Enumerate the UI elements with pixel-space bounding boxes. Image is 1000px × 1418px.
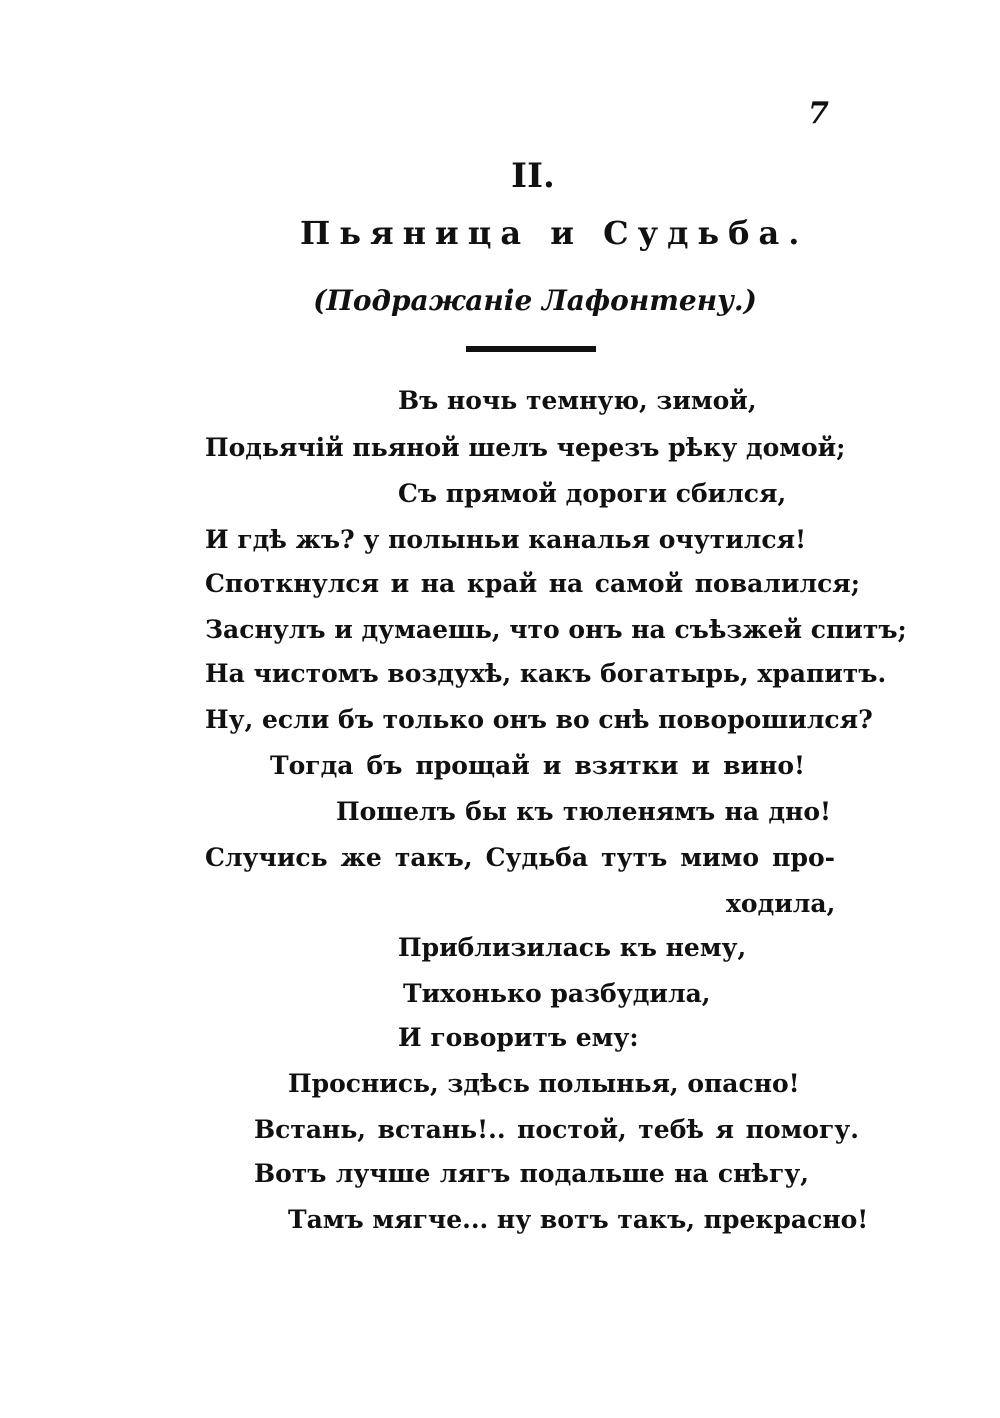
poem-line: И говоритъ ему: [398, 1023, 639, 1052]
poem-line: Случись же такъ, Судьба тутъ мимо про- [205, 843, 835, 872]
poem-line: Вотъ лучше лягъ подальше на снѣгу, [254, 1159, 809, 1188]
poem-line: Проснись, здѣсь полынья, опасно! [288, 1069, 800, 1098]
poem-line: Тогда бъ прощай и взятки и вино! [270, 751, 805, 780]
poem-subtitle: (Подражаніе Лафонтену.) [313, 284, 757, 317]
poem-line: Споткнулся и на край на самой повалился; [205, 569, 860, 598]
page-number: 7 [808, 96, 829, 131]
poem-line: На чистомъ воздухѣ, какъ богатырь, храпитъ. [205, 659, 887, 688]
poem-line: Встань, встань!.. постой, тебѣ я помогу. [254, 1115, 859, 1144]
poem-line: Ну, если бъ только онъ во снѣ поворошился? [205, 705, 873, 734]
title-divider [466, 346, 596, 352]
poem-line: ходила, [726, 889, 836, 918]
poem-line: Тамъ мягче... ну вотъ такъ, прекрасно! [288, 1205, 869, 1234]
poem-line: Пошелъ бы къ тюленямъ на дно! [336, 797, 831, 826]
poem-line: Съ прямой дороги сбился, [398, 479, 787, 508]
poem-line: Заснулъ и думаешь, что онъ на съѣзжей спитъ; [205, 615, 907, 644]
poem-line: Приблизилась къ нему, [398, 933, 747, 962]
section-numeral: II. [511, 156, 555, 196]
poem-line: И гдѣ жъ? у полыньи каналья очутился! [205, 525, 807, 554]
poem-title: Пьяница и Судьба. [300, 214, 809, 252]
poem-line: Тихонько разбудила, [403, 979, 711, 1008]
poem-line: Подьячій пьяной шелъ черезъ рѣку домой; [205, 433, 846, 462]
poem-line: Въ ночь темную, зимой, [398, 386, 757, 415]
